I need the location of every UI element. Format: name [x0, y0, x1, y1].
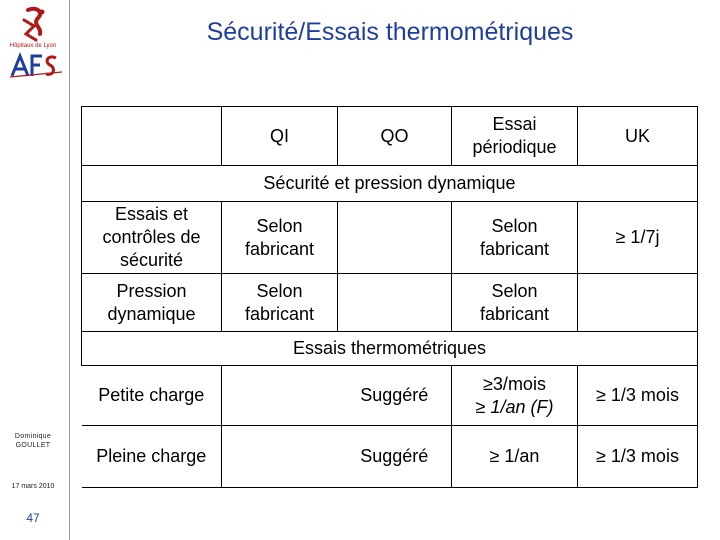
afs-logo-icon: [8, 52, 64, 78]
qi-cell: Selon fabricant: [222, 274, 338, 332]
periodic-cell: Selon fabricant: [452, 274, 578, 332]
row-label: Pleine charge: [82, 426, 222, 488]
qi-cell: Selon fabricant: [222, 202, 338, 274]
periodic-value-2: ≥ 1/an (F): [475, 396, 554, 417]
header-qo: QO: [338, 107, 452, 166]
qi-cell: [222, 366, 338, 426]
row-label: Pression dynamique: [82, 274, 222, 332]
uk-cell: ≥ 1/7j: [578, 202, 698, 274]
table-header-row: [82, 107, 698, 166]
section-row-safety: [82, 166, 698, 202]
hospital-logo-text: Hôpitaux de Lyon: [9, 43, 57, 49]
uk-cell: ≥ 1/3 mois: [578, 426, 698, 488]
sidebar-divider: [69, 0, 70, 540]
row-label: Essais et contrôles de sécurité: [82, 202, 222, 274]
periodic-cell: Selon fabricant: [452, 202, 578, 274]
header-empty-cell: [82, 107, 222, 166]
section-row-thermometric: [82, 332, 698, 366]
qo-cell: Suggéré: [338, 366, 452, 426]
header-uk: UK: [578, 107, 698, 166]
page-number: 47: [26, 511, 40, 525]
table-row: [82, 366, 698, 426]
page-title: Sécurité/Essais thermométriques: [206, 18, 574, 46]
header-periodic: Essai périodique: [452, 107, 578, 166]
qo-cell: [338, 274, 452, 332]
table-row: [82, 274, 698, 332]
section-title-safety: Sécurité et pression dynamique: [82, 166, 698, 202]
protocol-table: [81, 106, 698, 488]
periodic-cell: [452, 366, 578, 426]
uk-cell: [578, 274, 698, 332]
header-qi: QI: [222, 107, 338, 166]
afs-logo-caption: [0, 79, 66, 84]
qi-cell: [222, 426, 338, 488]
uk-cell: ≥ 1/3 mois: [578, 366, 698, 426]
qo-cell: Suggéré: [338, 426, 452, 488]
author-name: Dominique GOULLET: [14, 433, 52, 449]
periodic-cell: ≥ 1/an: [452, 426, 578, 488]
qo-cell: [338, 202, 452, 274]
row-label: Petite charge: [82, 366, 222, 426]
periodic-value-1: ≥3/mois: [483, 373, 546, 394]
table-row: [82, 202, 698, 274]
presentation-date: 17 mars 2010: [11, 483, 55, 490]
table-row: [82, 426, 698, 488]
section-title-thermometric: Essais thermométriques: [82, 332, 698, 366]
